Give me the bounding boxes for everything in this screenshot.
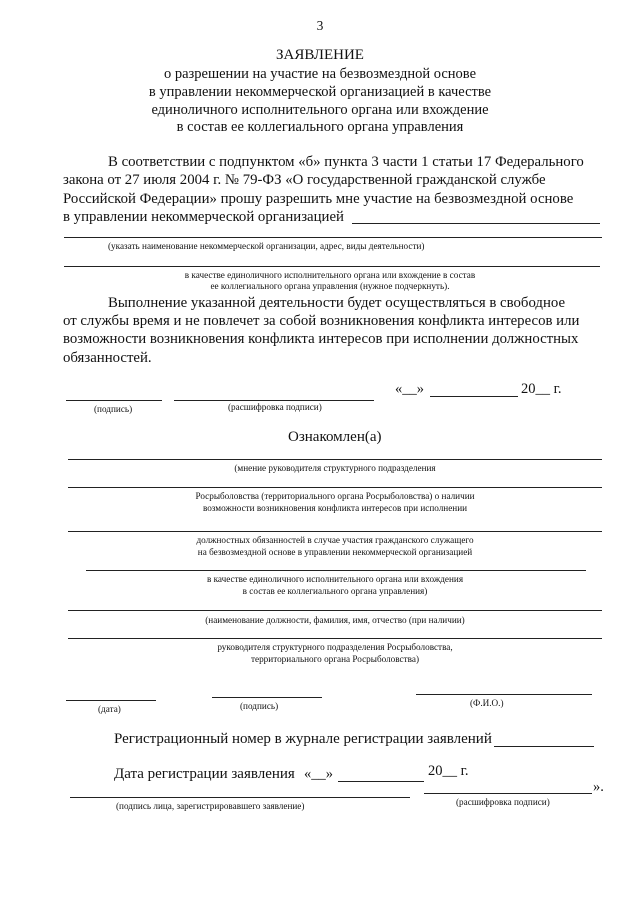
position-line-2 — [68, 638, 602, 639]
opinion-line-4 — [86, 570, 586, 571]
bottom-label-signature: (подпись) — [240, 701, 279, 711]
registrar-decoding-label: (расшифровка подписи) — [456, 797, 550, 807]
page-number: 3 — [316, 18, 324, 33]
label-decoding: (расшифровка подписи) — [228, 402, 322, 412]
date-quote: «__» — [395, 381, 424, 397]
date-month-line — [430, 396, 518, 397]
signature-line — [66, 400, 162, 401]
paragraph1-line-1: В соответствии с подпунктом «б» пункта 3 части 1 статьи 17 Федерального — [108, 154, 584, 170]
org-line-3 — [64, 266, 600, 267]
org-line-2 — [64, 237, 602, 238]
registration-year: 20__ г. — [428, 763, 469, 779]
registration-month-line — [338, 781, 424, 782]
registrar-signature-line — [70, 797, 410, 798]
registration-number-line — [494, 746, 594, 747]
opinion-line-3 — [68, 531, 602, 532]
opinion-hint-7: в состав ее коллегиального органа управления) — [242, 586, 428, 596]
position-hint-2: руководителя структурного подразделения Росрыболовства, — [217, 642, 453, 652]
date-year: 20__ г. — [521, 381, 562, 397]
org-name-line — [352, 223, 600, 224]
end-mark: ». — [593, 779, 604, 795]
paragraph2-line-1: Выполнение указанной деятельности будет осуществляться в свободное — [108, 295, 566, 311]
bottom-label-fio: (Ф.И.О.) — [470, 698, 504, 708]
bottom-fio-line — [416, 694, 592, 695]
document-title: ЗАЯВЛЕНИЕ — [276, 47, 364, 63]
bottom-label-date: (дата) — [98, 704, 121, 714]
registrar-decoding-line — [424, 793, 592, 794]
opinion-hint-1: (мнение руководителя структурного подразделения — [234, 463, 436, 473]
opinion-line-1 — [68, 459, 602, 460]
opinion-line-2 — [68, 487, 602, 488]
registration-date-quote: «__» — [304, 766, 333, 782]
paragraph1-line-4: в управлении некоммерческой организацией — [63, 209, 344, 225]
opinion-hint-2: Росрыболовства (территориального органа Росрыболовства) о наличии — [195, 491, 475, 501]
capacity-hint-2: ее коллегиального органа управления (нужное подчеркнуть). — [210, 281, 450, 291]
subtitle-line-2: в управлении некоммерческой организацией в качестве — [148, 84, 492, 100]
position-line — [68, 610, 602, 611]
opinion-hint-5: на безвозмездной основе в управлении некоммерческой организацией — [197, 547, 473, 557]
opinion-hint-6: в качестве единоличного исполнительного органа или вхождения — [206, 574, 464, 584]
paragraph2-line-4: обязанностей. — [63, 350, 152, 366]
paragraph2-line-2: от службы время и не повлечет за собой возникновения конфликта интересов или — [63, 313, 580, 329]
capacity-hint-1: в качестве единоличного исполнительного органа или вхождение в состав — [184, 270, 476, 280]
paragraph1-line-2: закона от 27 июля 2004 г. № 79-ФЗ «О государственной гражданской службе — [63, 172, 546, 188]
acknowledged-heading: Ознакомлен(а) — [288, 429, 382, 445]
paragraph2-line-3: возможности возникновения конфликта интересов при исполнении должностных — [63, 331, 579, 347]
position-hint-1: (наименование должности, фамилия, имя, отчество (при наличии) — [205, 615, 465, 625]
opinion-hint-4: должностных обязанностей в случае участия гражданского служащего — [196, 535, 474, 545]
org-hint: (указать наименование некоммерческой организации, адрес, виды деятельности) — [108, 241, 425, 251]
label-signature: (подпись) — [94, 404, 133, 414]
paragraph1-line-3: Российской Федерации» прошу разрешить мне участие на безвозмездной основе — [63, 191, 574, 207]
bottom-date-line — [66, 700, 156, 701]
bottom-signature-line — [212, 697, 322, 698]
subtitle-line-4: в состав ее коллегиального органа управления — [176, 119, 464, 135]
registration-date-label: Дата регистрации заявления — [114, 766, 295, 782]
registrar-signature-label: (подпись лица, зарегистрировавшего заявление) — [116, 801, 305, 811]
decoding-line — [174, 400, 374, 401]
registration-number-label: Регистрационный номер в журнале регистрации заявлений — [114, 731, 492, 747]
position-hint-3: территориального органа Росрыболовства) — [251, 654, 419, 664]
subtitle-line-3: единоличного исполнительного органа или вхождение — [151, 102, 489, 118]
subtitle-line-1: о разрешении на участие на безвозмездной основе — [163, 66, 477, 82]
opinion-hint-3: возможности возникновения конфликта интересов при исполнении — [202, 503, 468, 513]
